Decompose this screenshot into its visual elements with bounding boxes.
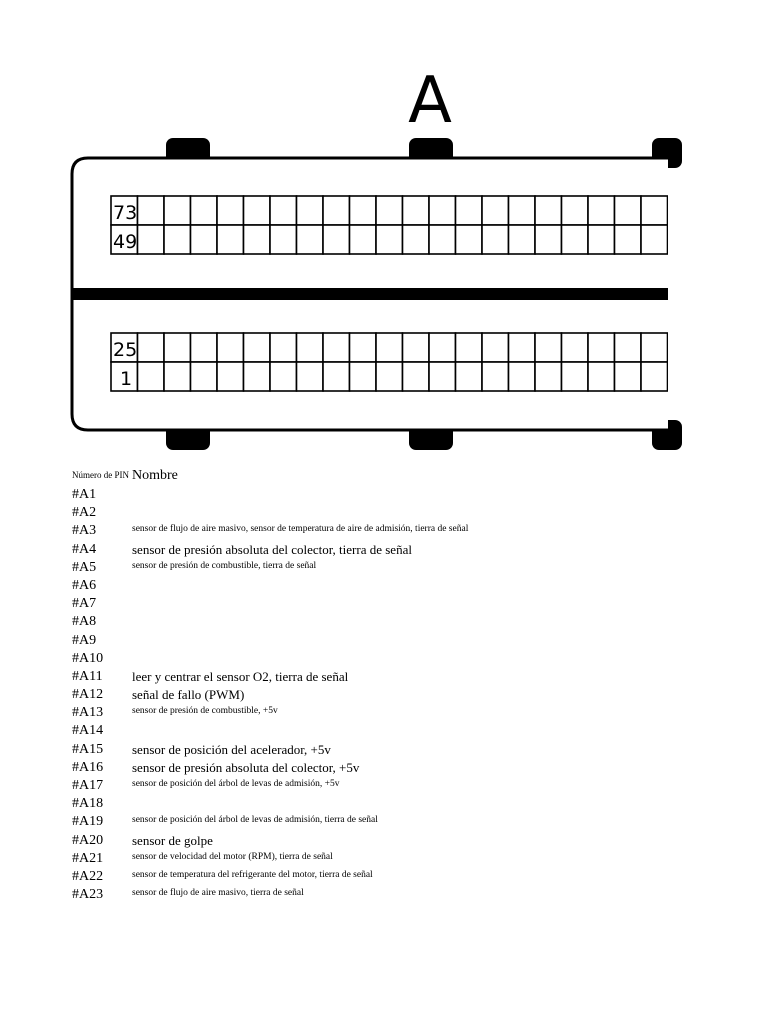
pin-cell: [376, 333, 403, 362]
pin-cell: [350, 362, 377, 391]
pin-cell: [403, 225, 430, 254]
pin-cell: [615, 225, 642, 254]
pin-name: sensor de flujo de aire masivo, tierra de señal: [132, 888, 304, 899]
pin-row: [72, 813, 732, 831]
pin-number: #A23: [72, 887, 104, 903]
pin-cell: [456, 333, 483, 362]
pin-number: #A16: [72, 759, 104, 775]
pin-grid-lower: [111, 331, 708, 393]
pin-cell: [217, 225, 244, 254]
pin-cell: [482, 362, 509, 391]
pin-name: sensor de posición del árbol de levas de admisión, +5v: [132, 779, 340, 789]
pin-cell: [562, 333, 589, 362]
pin-cell: [615, 362, 642, 391]
pin-cell: [429, 362, 456, 391]
pin-cell: [164, 225, 191, 254]
pin-number: #A1: [72, 487, 97, 502]
pin-row-number: 73: [113, 202, 138, 224]
pin-cell: [615, 196, 642, 225]
pin-cell: [323, 225, 350, 254]
pin-number: #A11: [72, 668, 103, 684]
pin-row: [72, 613, 732, 631]
pin-number: #A7: [72, 596, 97, 612]
pin-row: [72, 850, 732, 868]
pin-row: [72, 632, 732, 650]
pin-name: sensor de golpe: [132, 832, 213, 848]
pin-cell: [535, 333, 562, 362]
pin-cell: [350, 225, 377, 254]
connector-divider: [72, 288, 668, 300]
pin-cell: [350, 196, 377, 225]
header-pin-number: Número de PIN: [72, 470, 129, 480]
pin-name: sensor de presión de combustible, tierra de señal: [132, 560, 317, 571]
pin-cell: [456, 196, 483, 225]
pin-row: [72, 486, 732, 504]
pin-cell: [270, 225, 297, 254]
pin-cell: [217, 333, 244, 362]
pin-cell: [562, 225, 589, 254]
pin-cell: [403, 333, 430, 362]
pin-cell: [376, 196, 403, 225]
pin-cell: [191, 225, 218, 254]
pin-number: #A14: [72, 723, 104, 739]
pin-cell: [535, 362, 562, 391]
pin-cell: [429, 333, 456, 362]
pin-number: #A18: [72, 796, 104, 812]
pin-cell: [509, 196, 536, 225]
pin-name: sensor de flujo de aire masivo, sensor de temperatura de aire de admisión, tierra de señal: [132, 524, 469, 535]
pin-cell: [164, 333, 191, 362]
pin-cell: [138, 333, 165, 362]
pin-cell: [191, 333, 218, 362]
pin-name: sensor de posición del árbol de levas de admisión, tierra de señal: [132, 815, 378, 826]
pin-row: [72, 777, 732, 795]
pin-cell: [403, 362, 430, 391]
pin-cell: [138, 196, 165, 225]
pin-row: [72, 595, 732, 613]
pin-number: #A4: [72, 541, 97, 557]
pin-row: [72, 741, 732, 759]
pin-name: sensor de velocidad del motor (RPM), tierra de señal: [132, 851, 333, 862]
pin-number: #A17: [72, 778, 104, 793]
pin-row: [72, 704, 732, 722]
pin-cell: [191, 196, 218, 225]
pin-cell: [217, 196, 244, 225]
pin-cell: [456, 362, 483, 391]
pin-cell: [429, 196, 456, 225]
pin-cell: [191, 362, 218, 391]
pin-row: [72, 541, 732, 559]
connector-label: A: [408, 64, 452, 138]
pin-cell: [482, 333, 509, 362]
pin-cell: [588, 196, 615, 225]
pin-cell: [429, 225, 456, 254]
pin-number: #A12: [72, 687, 104, 703]
pin-row: [72, 868, 732, 886]
pin-cell: [535, 196, 562, 225]
pin-cell: [588, 362, 615, 391]
pin-row: [72, 577, 732, 595]
pin-number: #A13: [72, 705, 104, 721]
pin-cell: [509, 225, 536, 254]
pin-row: [72, 559, 732, 577]
pin-row-number: 49: [113, 231, 138, 253]
pin-cell: [323, 362, 350, 391]
pin-cell: [588, 225, 615, 254]
pin-cell: [138, 225, 165, 254]
pin-number: #A6: [72, 577, 97, 593]
pin-cell: [270, 362, 297, 391]
pin-cell: [164, 362, 191, 391]
pin-table-header: [72, 466, 732, 486]
pin-cell: [588, 333, 615, 362]
pin-row: [72, 650, 732, 668]
pin-cell: [244, 225, 271, 254]
pin-cell: [509, 333, 536, 362]
pin-cell: [217, 362, 244, 391]
pin-row: [72, 886, 732, 904]
pin-cell: [297, 333, 324, 362]
pin-name: leer y centrar el sensor O2, tierra de señal: [132, 668, 349, 684]
pin-cell: [376, 225, 403, 254]
pin-row: [72, 759, 732, 777]
pin-cell: [244, 362, 271, 391]
pin-row: [72, 832, 732, 850]
pin-cell: [270, 196, 297, 225]
pin-cell: [244, 333, 271, 362]
pin-cell: [509, 362, 536, 391]
pin-cell: [403, 196, 430, 225]
pin-cell: [482, 196, 509, 225]
pin-cell: [244, 196, 271, 225]
pin-cell: [562, 362, 589, 391]
pin-name: sensor de posición del acelerador, +5v: [132, 741, 331, 757]
pin-name: sensor de presión absoluta del colector, +5v: [132, 759, 360, 775]
pin-table: [72, 466, 732, 904]
connector-diagram: [0, 0, 768, 460]
pin-row: [72, 668, 732, 686]
pin-number: #A8: [72, 614, 97, 630]
pin-cell: [482, 225, 509, 254]
pin-number: #A5: [72, 559, 97, 575]
pin-table-rows: [72, 486, 732, 904]
pin-number: #A19: [72, 814, 104, 830]
pin-cell: [270, 333, 297, 362]
pin-cell: [323, 333, 350, 362]
pin-cell: [641, 225, 668, 254]
pin-number: #A21: [72, 850, 104, 866]
pin-number: #A15: [72, 741, 104, 757]
pin-cell: [323, 196, 350, 225]
pin-row: [72, 795, 732, 813]
pin-cell: [456, 225, 483, 254]
pin-cell: [641, 196, 668, 225]
pin-cell: [138, 362, 165, 391]
pin-cell: [376, 362, 403, 391]
pin-cell: [297, 196, 324, 225]
pin-row-number: 1: [120, 368, 133, 390]
pin-name: sensor de presión absoluta del colector, tierra de señal: [132, 541, 412, 557]
header-name: Nombre: [132, 468, 178, 483]
pin-cell: [350, 333, 377, 362]
pin-row: [72, 522, 732, 540]
pin-number: #A2: [72, 505, 97, 521]
pin-cell: [615, 333, 642, 362]
pin-row: [72, 722, 732, 740]
pin-number: #A10: [72, 650, 104, 666]
pin-number: #A20: [72, 832, 104, 848]
pin-number: #A22: [72, 868, 104, 884]
pin-cell: [535, 225, 562, 254]
pin-cell: [297, 362, 324, 391]
pin-row: [72, 504, 732, 522]
pin-row-number: 25: [113, 339, 138, 361]
pin-cell: [164, 196, 191, 225]
pin-row: [72, 686, 732, 704]
pin-cell: [297, 225, 324, 254]
pin-cell: [641, 333, 668, 362]
pin-number: #A9: [72, 632, 97, 648]
pin-cell: [562, 196, 589, 225]
pin-number: #A3: [72, 523, 97, 539]
pin-name: sensor de presión de combustible, +5v: [132, 706, 278, 717]
pin-grid-upper: [111, 194, 708, 256]
pin-name: señal de fallo (PWM): [132, 687, 245, 703]
pin-name: sensor de temperatura del refrigerante del motor, tierra de señal: [132, 869, 373, 880]
pin-cell: [641, 362, 668, 391]
